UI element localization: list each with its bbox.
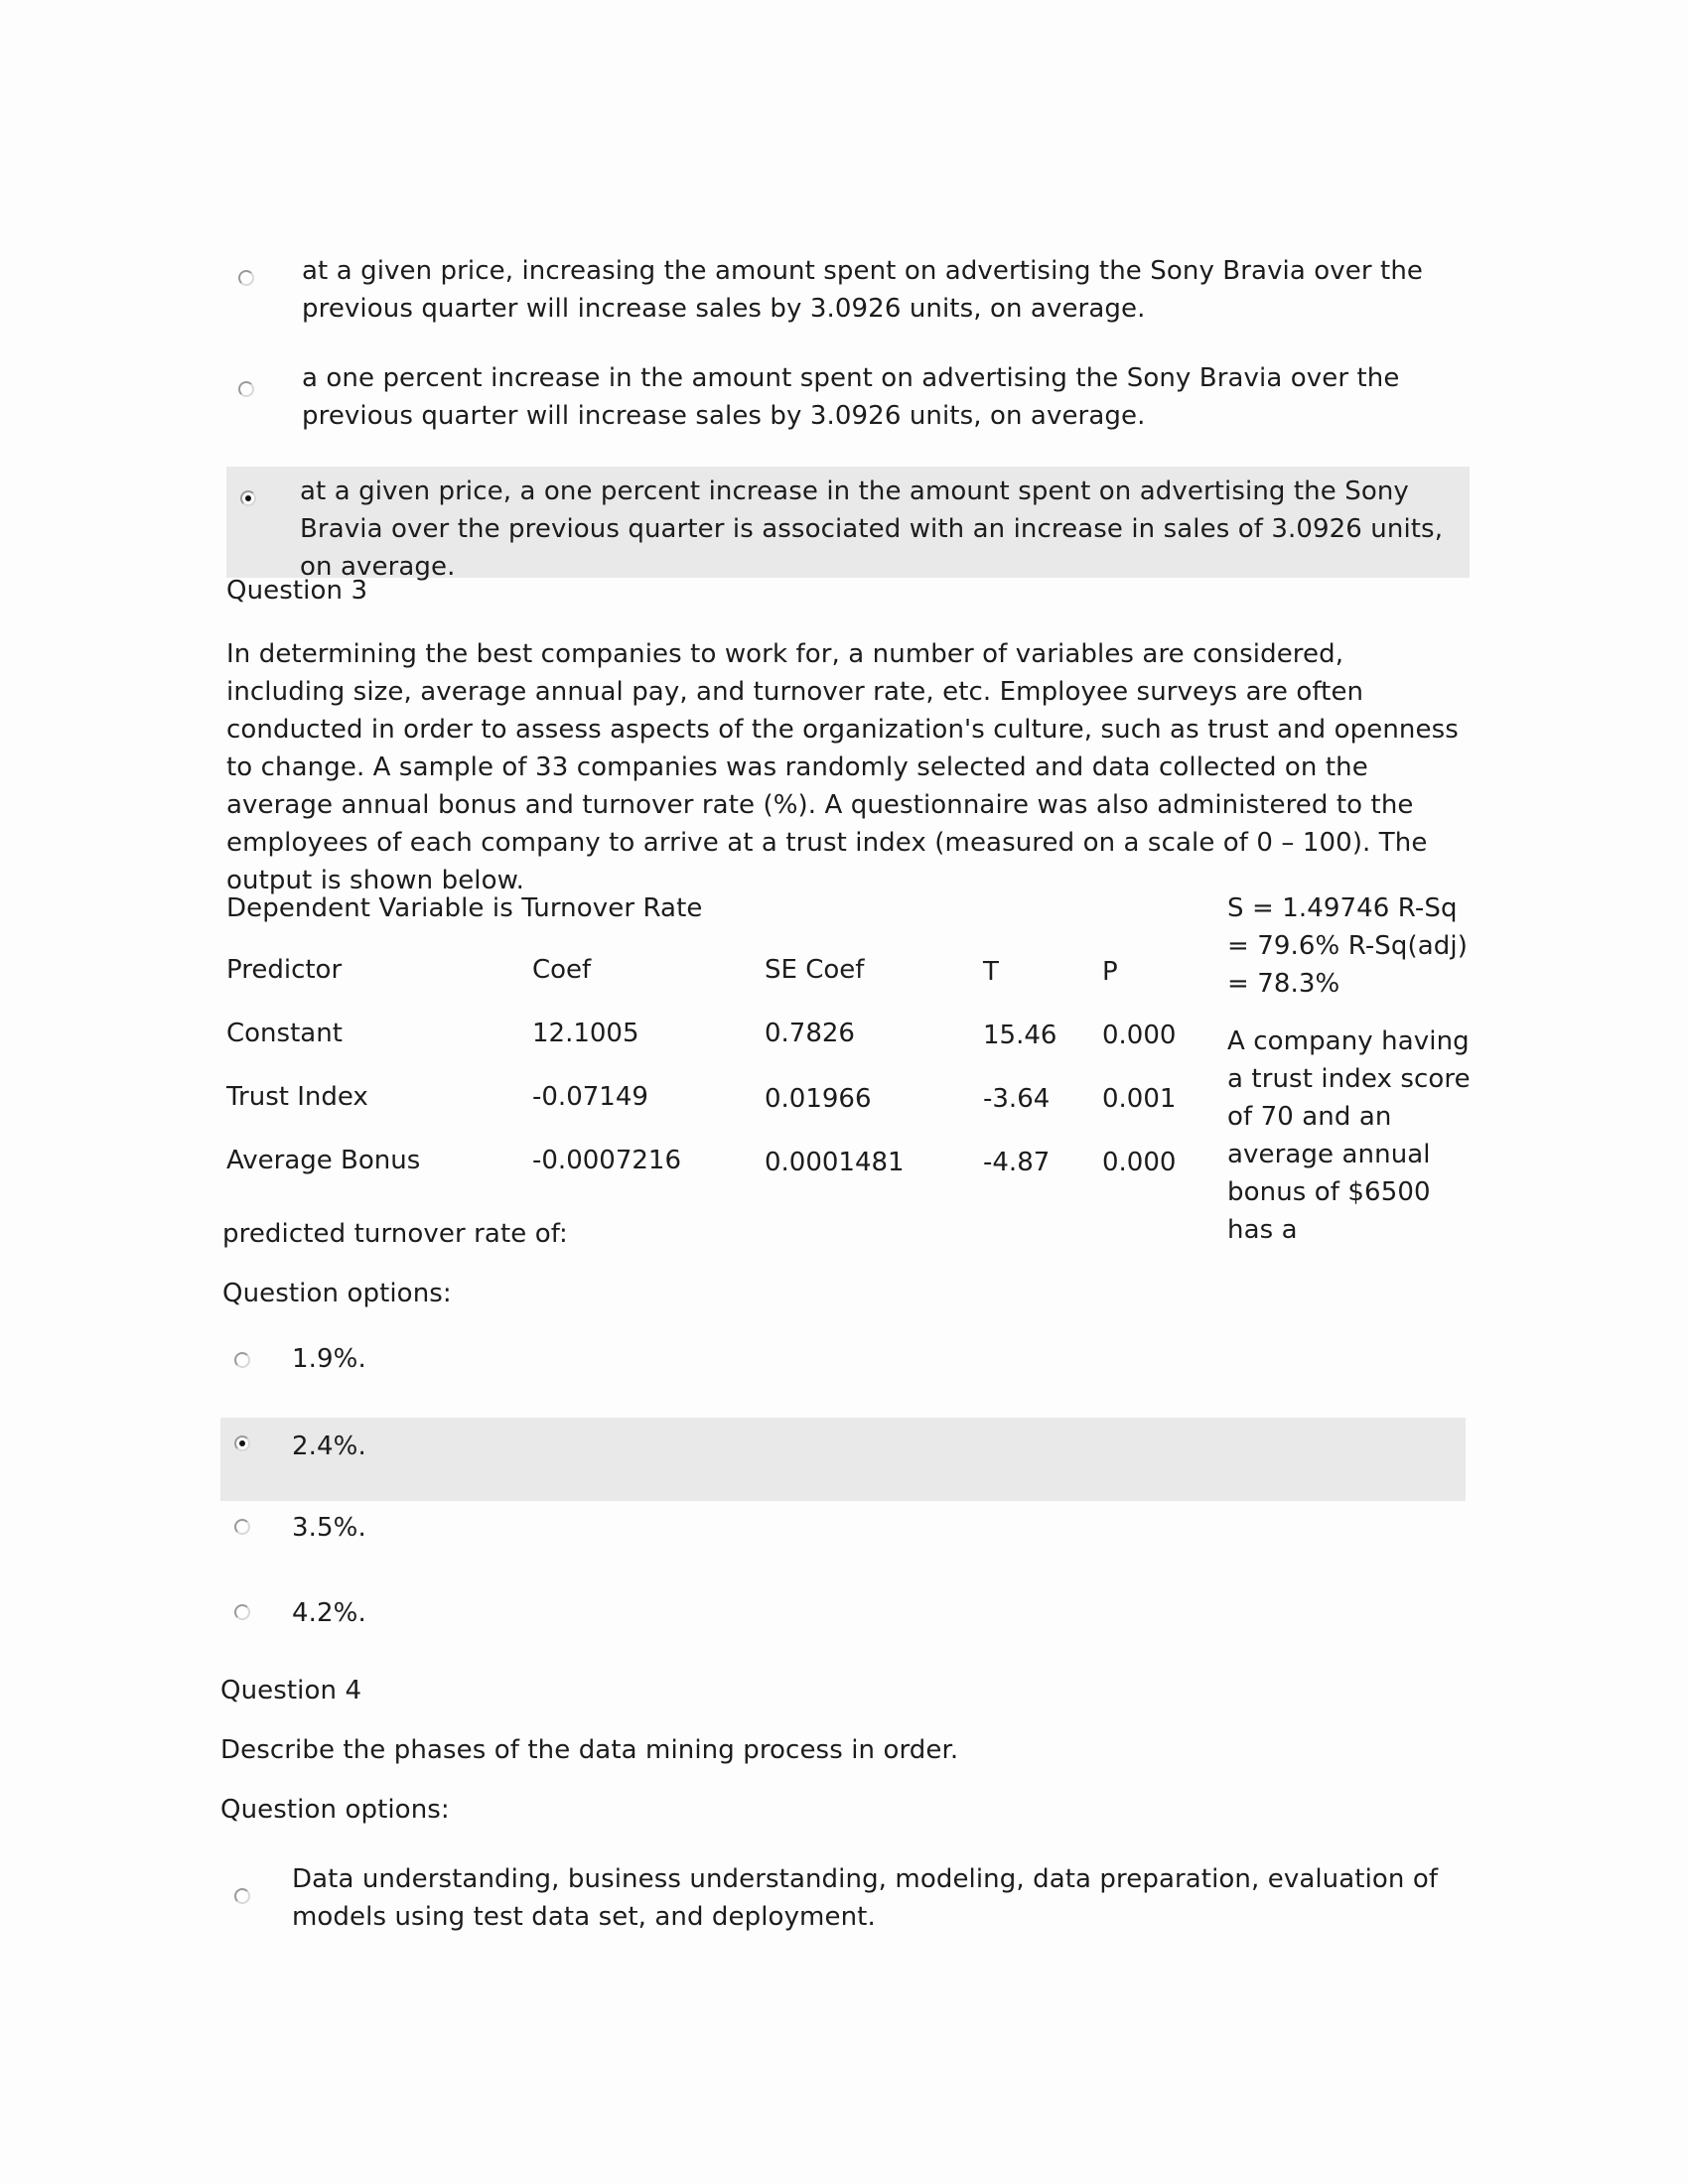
q2-option-c-radio[interactable] [240,490,256,506]
row-bonus-coef: -0.0007216 [532,1146,681,1175]
q4-option-1-radio[interactable] [234,1888,250,1904]
q3-option-1-radio[interactable] [234,1352,250,1368]
header-t: T [983,957,999,987]
row-constant-predictor: Constant [226,1019,343,1048]
row-bonus-se: 0.0001481 [765,1148,905,1177]
q3-regression-stats: S = 1.49746 R-Sq = 79.6% R-Sq(adj) = 78.3% [1227,893,1468,999]
q4-option-1[interactable] [230,1866,1472,1946]
row-constant-t: 15.46 [983,1021,1057,1050]
q2-option-a-label: at a given price, increasing the amount spent on advertising the Sony Bravia over the previous quarter will increase sales by 3.0926 units, on average. [302,256,1423,324]
q3-options-label: Question options: [222,1279,452,1308]
row-bonus-t: -4.87 [983,1148,1051,1177]
q3-body: In determining the best companies to work for, a number of variables are considered, including size, average annual pay, and turnover rate, etc. Employee surveys are often conducted in order to assess aspects of the organization's culture, such as trust and openness to change. A sample of 33 companies was randomly selected and data collected on the average annual bonus and turnover rate (%). A questionnaire was also administered to the employees of each company to arrive at a trust index (measured on a scale of 0 – 100). The output is shown below. [226,639,1459,895]
q2-option-b-label: a one percent increase in the amount spent on advertising the Sony Bravia over the previous quarter will increase sales by 3.0926 units, on average. [302,363,1400,431]
header-predictor: Predictor [226,955,343,985]
header-se-coef: SE Coef [765,955,865,985]
q4-body: Describe the phases of the data mining process in order. [220,1735,959,1765]
q3-option-3-radio[interactable] [234,1519,250,1535]
q3-option-4-radio[interactable] [234,1604,250,1620]
q4-title: Question 4 [220,1676,362,1706]
q2-option-a[interactable] [236,256,1468,340]
q3-option-4[interactable] [230,1600,1462,1650]
q4-option-1-label: Data understanding, business understanding, modeling, data preparation, evaluation of models using test data set, and deployment. [292,1864,1439,1932]
q3-option-3[interactable] [230,1515,1462,1565]
row-bonus-predictor: Average Bonus [226,1146,421,1175]
row-trust-se: 0.01966 [765,1084,872,1114]
q2-option-a-radio[interactable] [238,270,254,286]
q3-option-2-radio[interactable] [234,1435,250,1451]
q3-option-1[interactable] [230,1346,1462,1396]
q3-option-2[interactable] [230,1430,1462,1479]
q3-option-4-label: 4.2%. [292,1598,366,1628]
q2-option-b[interactable] [236,363,1468,447]
q3-continuation: predicted turnover rate of: [222,1219,568,1249]
q3-dependent-variable: Dependent Variable is Turnover Rate [226,893,703,923]
q2-option-b-radio[interactable] [238,381,254,397]
row-bonus-p: 0.000 [1102,1148,1177,1177]
q4-options-label: Question options: [220,1795,450,1825]
header-p: P [1102,957,1118,987]
q3-option-3-label: 3.5%. [292,1513,366,1543]
header-coef: Coef [532,955,592,985]
q3-option-2-label: 2.4%. [292,1432,366,1461]
row-constant-p: 0.000 [1102,1021,1177,1050]
q2-option-c[interactable] [236,477,1468,582]
q3-side-question: A company having a trust index score of 70 and an average annual bonus of $6500 has a [1227,1026,1471,1245]
row-trust-predictor: Trust Index [226,1082,368,1112]
row-trust-t: -3.64 [983,1084,1051,1114]
q2-option-c-label: at a given price, a one percent increase in the amount spent on advertising the Sony Bravia over the previous quarter is associated with an increase in sales of 3.0926 units, on average. [300,477,1444,582]
q3-title: Question 3 [226,576,368,606]
row-trust-p: 0.001 [1102,1084,1177,1114]
row-constant-se: 0.7826 [765,1019,855,1048]
row-trust-coef: -0.07149 [532,1082,648,1112]
row-constant-coef: 12.1005 [532,1019,639,1048]
q3-option-1-label: 1.9%. [292,1344,366,1374]
